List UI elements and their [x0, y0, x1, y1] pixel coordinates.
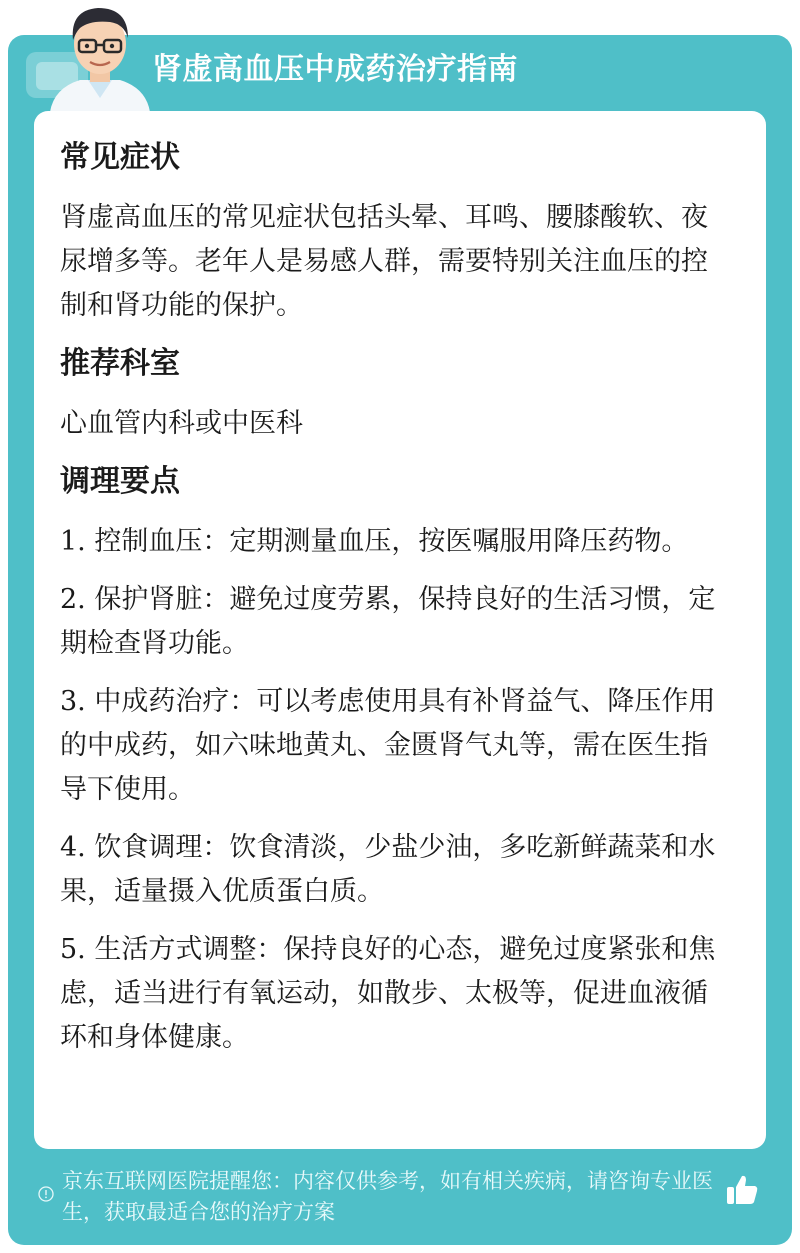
- care-item-5-text: 生活方式调整：保持良好的心态，避免过度紧张和焦虑，适当进行有氧运动，如散步、太极等，促进血液循环和身体健康。: [60, 934, 716, 1053]
- care-item-1-text: 控制血压：定期测量血压，按医嘱服用降压药物。: [85, 526, 689, 557]
- disclaimer-text: 京东互联网医院提醒您：内容仅供参考，如有相关疾病，请咨询专业医生，获取最适合您的治疗方案: [62, 1169, 713, 1224]
- doctor-avatar: [40, 0, 160, 112]
- symptoms-text: 肾虚高血压的常见症状包括头晕、耳鸣、腰膝酸软、夜尿增多等。老年人是易感人群，需要特别关注血压的控制和肾功能的保护。: [60, 202, 708, 321]
- care-item-3-text: 中成药治疗：可以考虑使用具有补肾益气、降压作用的中成药，如六味地黄丸、金匮肾气丸等，需在医生指导下使用。: [60, 686, 716, 805]
- care-item-3-number: 3.: [60, 686, 86, 717]
- care-heading: 调理要点: [60, 464, 180, 499]
- care-item-4-number: 4.: [60, 832, 86, 863]
- symptoms-heading: 常见症状: [60, 140, 180, 175]
- page-title: 肾虚高血压中成药治疗指南: [152, 52, 518, 87]
- info-icon: [38, 1186, 54, 1202]
- care-item-3: [60, 680, 732, 812]
- care-item-2-number: 2.: [60, 584, 86, 615]
- care-item-4-text: 饮食调理：饮食清淡，少盐少油，多吃新鲜蔬菜和水果，适量摄入优质蛋白质。: [60, 832, 716, 907]
- department-text: 心血管内科或中医科: [60, 408, 303, 439]
- care-item-1: [60, 520, 732, 564]
- care-item-2: [60, 578, 732, 666]
- guide-content: [60, 136, 732, 1060]
- thumbs-up-icon[interactable]: [724, 1172, 760, 1208]
- department-heading: 推荐科室: [60, 346, 180, 381]
- care-item-1-number: 1.: [60, 526, 86, 557]
- care-item-2-text: 保护肾脏：避免过度劳累，保持良好的生活习惯，定期检查肾功能。: [60, 584, 716, 659]
- care-item-5-number: 5.: [60, 934, 86, 965]
- care-item-4: [60, 826, 732, 914]
- care-item-5: [60, 928, 732, 1060]
